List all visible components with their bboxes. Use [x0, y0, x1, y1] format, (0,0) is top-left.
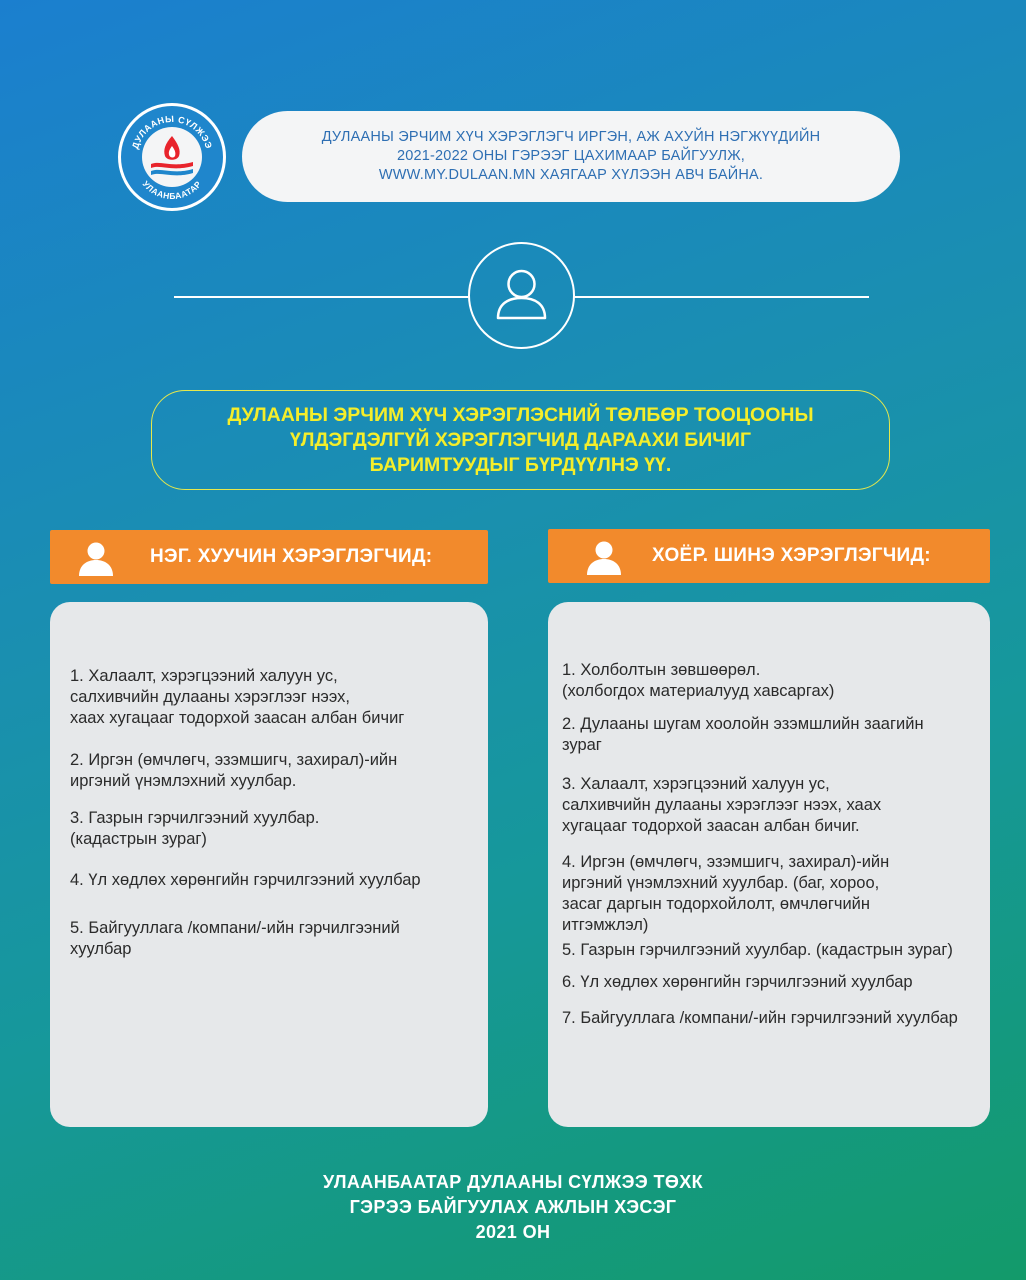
header-text: ДУЛААНЫ ЭРЧИМ ХҮЧ ХЭРЭГЛЭГЧ ИРГЭН, АЖ АХУЙН НЭГЖҮҮДИЙН 2021-2022 ОНЫ ГЭРЭЭГ ЦАХИМААР БАЙГУУЛЖ, WWW.MY.DULAAN.MN ХАЯГААР ХҮЛЭЭН АВЧ БАЙНА. — [321, 129, 821, 183]
user-icon — [76, 538, 116, 578]
list-item: 2. Дулааны шугам хоолойн эзэмшлийн заагийн зураг — [562, 715, 924, 754]
logo-bottom-text: УЛААНБААТАР — [140, 178, 204, 202]
section-title: ХОЁР. ШИНЭ ХЭРЭГЛЭГЧИД: — [652, 545, 931, 566]
section-header-new-customers — [548, 529, 990, 583]
list-item: 3. Газрын гэрчилгээний хуулбар. (кадастрын зураг) — [70, 809, 320, 848]
list-item: 6. Үл хөдлөх хөрөнгийн гэрчилгээний хуулбар — [562, 973, 913, 991]
list-item: 3. Халаалт, хэрэгцээний халуун ус, салхивчийн дулааны хэрэглээг нээх, хаах хугацааг тодорхой заасан албан бичиг. — [562, 775, 882, 835]
divider-left — [174, 296, 470, 298]
list-item: 4. Үл хөдлөх хөрөнгийн гэрчилгээний хуулбар — [70, 871, 421, 889]
list-item: 5. Газрын гэрчилгээний хуулбар. (кадастрын зураг) — [562, 941, 953, 959]
notice-text: ДУЛААНЫ ЭРЧИМ ХҮЧ ХЭРЭГЛЭСНИЙ ТӨЛБӨР ТООЦООНЫ ҮЛДЭГДЭЛГҮЙ ХЭРЭГЛЭГЧИД ДАРААХИ БИЧИГ БАРИМТУУДЫГ БҮРДҮҮЛНЭ ҮҮ. — [227, 403, 814, 476]
logo-top-text: ДУЛААНЫ СҮЛЖЭЭ — [130, 113, 214, 151]
list-item: 2. Иргэн (өмчлөгч, эзэмшигч, захирал)-ийн иргэний үнэмлэхний хуулбар. — [70, 751, 398, 790]
notice-box — [151, 390, 890, 490]
divider-right — [573, 296, 869, 298]
list-item: 4. Иргэн (өмчлөгч, эзэмшигч, захирал)-ийн иргэний үнэмлэхний хуулбар. (баг, хороо, засаг даргын тодорхойлолт, өмчлөгчийн итгэмжлэл) — [562, 853, 890, 934]
list-item: 5. Байгууллага /компани/-ийн гэрчилгээний хуулбар — [70, 919, 400, 958]
section-header-old-customers — [50, 530, 488, 584]
list-item: 7. Байгууллага /компани/-ийн гэрчилгээний хуулбар — [562, 1009, 958, 1027]
new-customers-list — [548, 602, 990, 1127]
user-outline-icon — [470, 244, 573, 347]
header-banner — [242, 111, 900, 202]
logo-emblem — [121, 106, 223, 208]
old-customers-list — [50, 602, 488, 1127]
section-title: НЭГ. ХУУЧИН ХЭРЭГЛЭГЧИД: — [150, 546, 433, 567]
company-logo — [118, 103, 226, 211]
list-item: 1. Холболтын зөвшөөрөл. (холбогдох материалууд хавсаргах) — [562, 661, 835, 700]
user-icon — [584, 537, 624, 577]
footer-text: УЛААНБААТАР ДУЛААНЫ СҮЛЖЭЭ ТӨХК ГЭРЭЭ БАЙГУУЛАХ АЖЛЫН ХЭСЭГ 2021 ОН — [322, 1172, 704, 1242]
user-circle — [468, 242, 575, 349]
list-item: 1. Халаалт, хэрэгцээний халуун ус, салхивчийн дулааны хэрэглээг нээх, хаах хугацааг тодорхой заасан албан бичиг — [70, 667, 405, 727]
